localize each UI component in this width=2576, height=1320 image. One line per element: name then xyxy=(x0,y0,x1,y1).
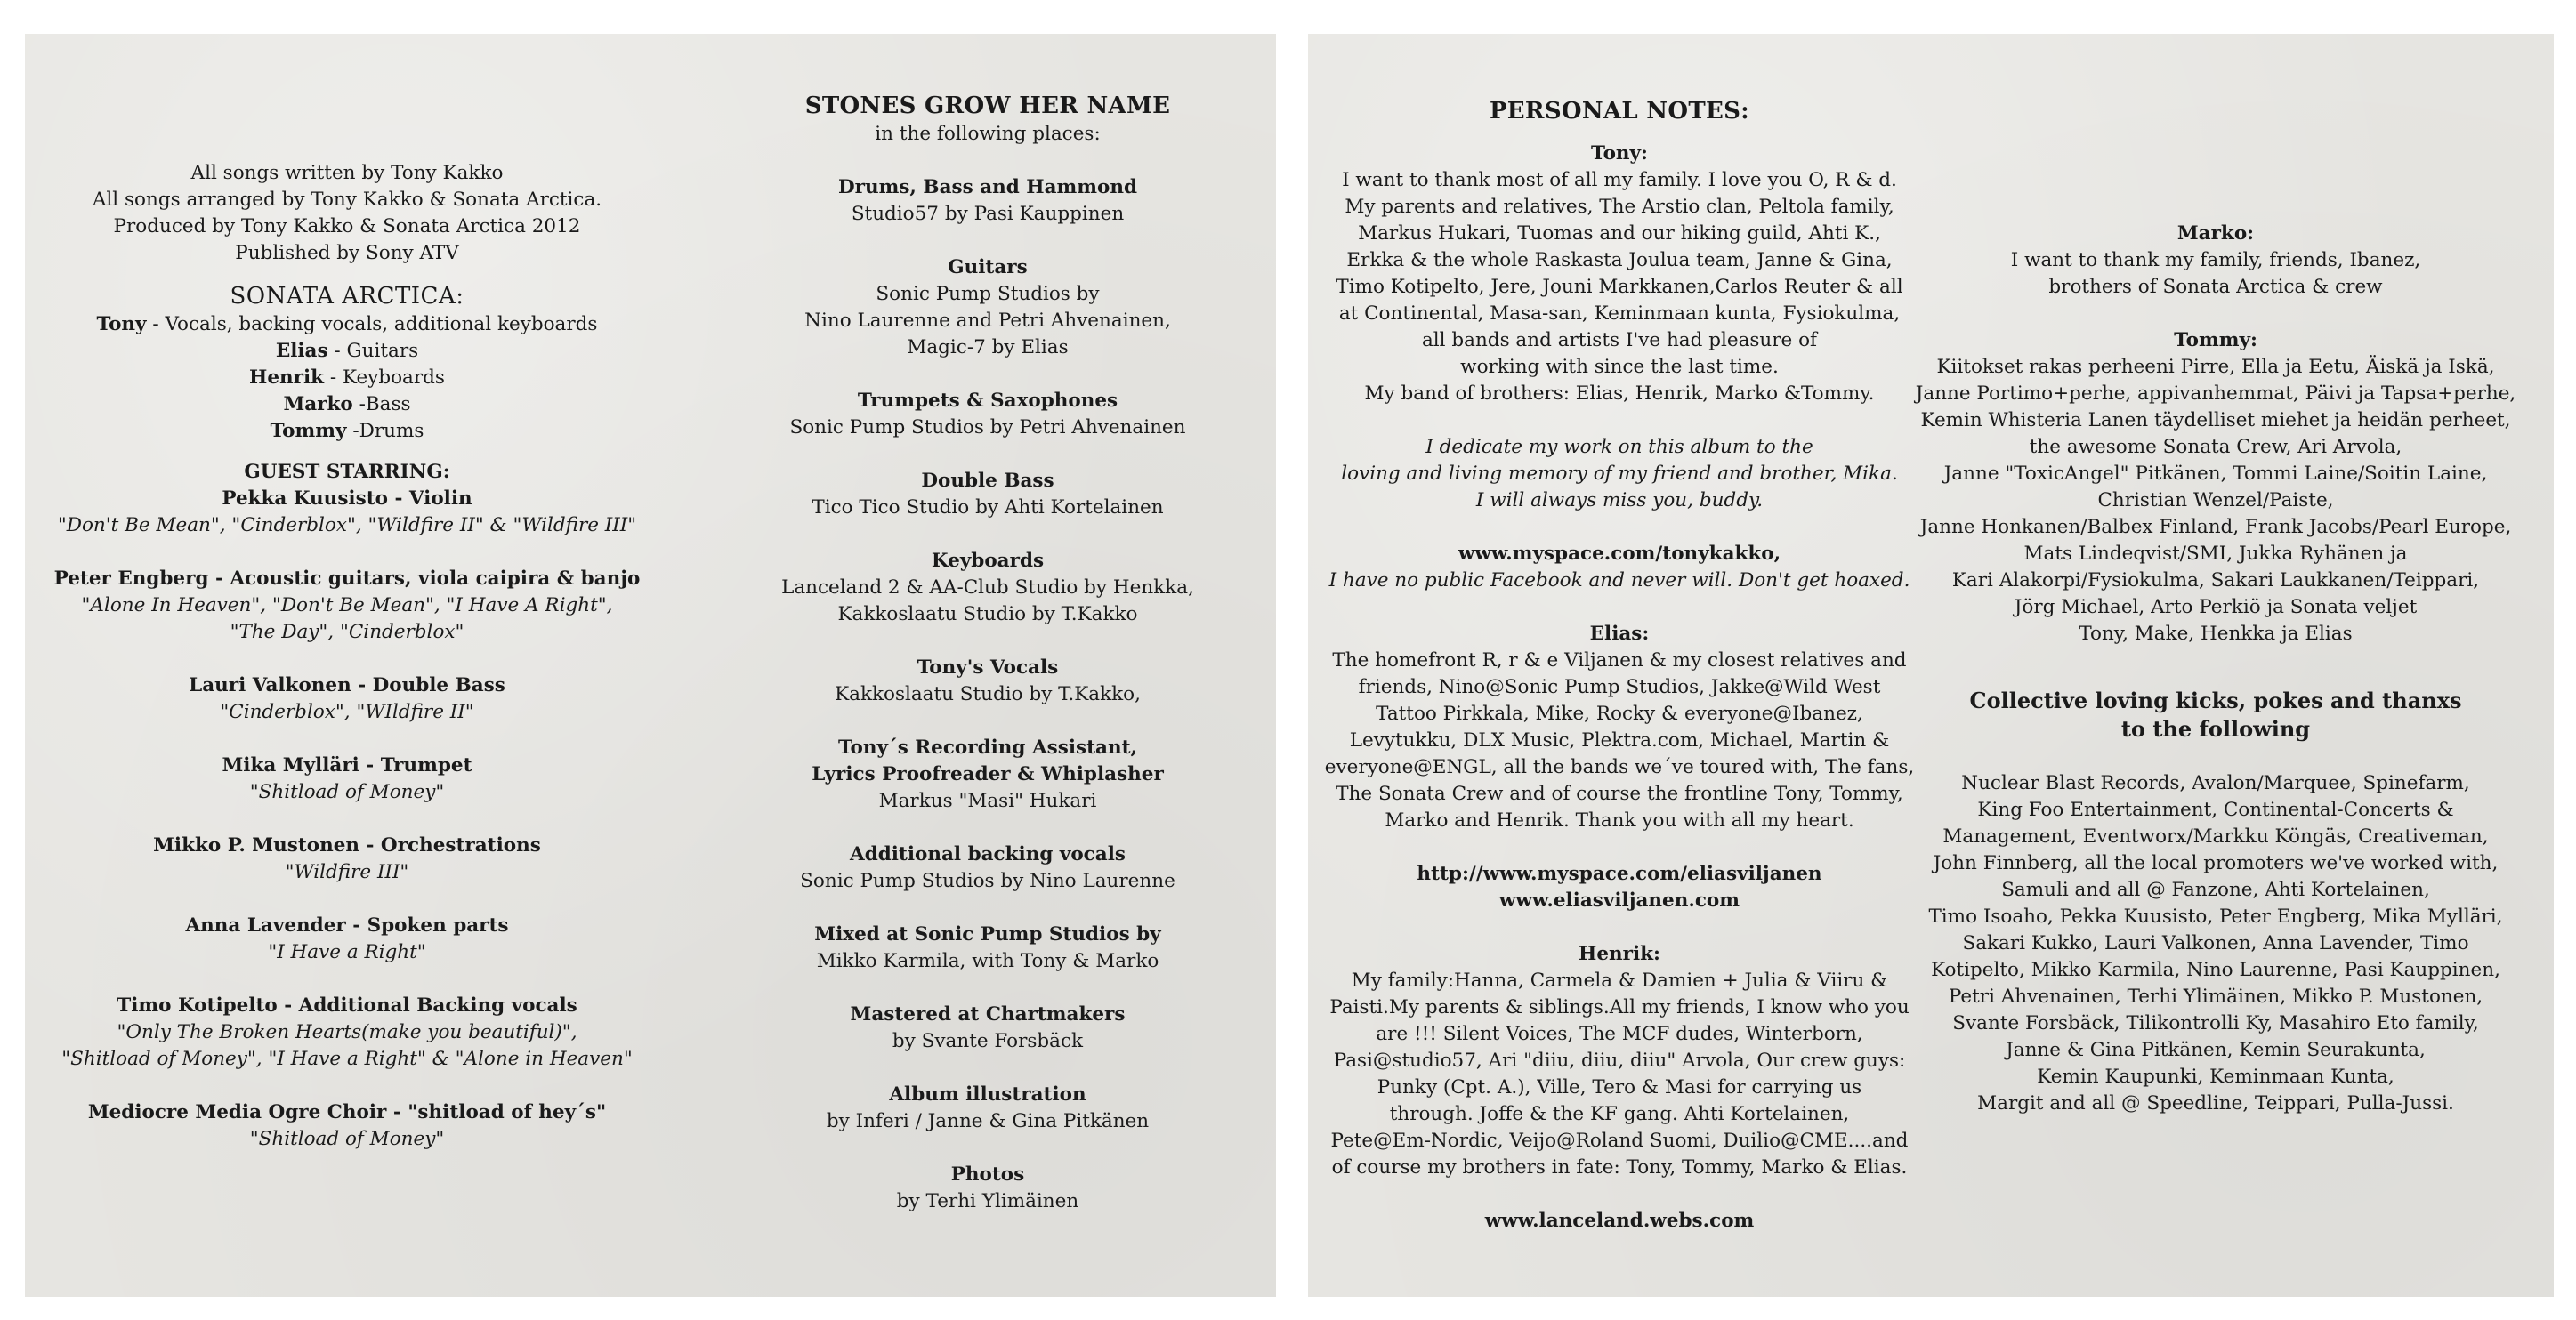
member-role: - Guitars xyxy=(327,340,419,362)
section-line: Nino Laurenne and Petri Ahvenainen, xyxy=(804,310,1171,332)
section-line: by Inferi / Janne & Gina Pitkänen xyxy=(826,1110,1150,1132)
section-line: Mikko Karmila, with Tony & Marko xyxy=(816,950,1159,972)
member-name: Tony xyxy=(96,313,147,335)
guest-songs: "Cinderblox", "WIldfire II" xyxy=(220,701,474,723)
note-line: Mats Lindeqvist/SMI, Jukka Ryhänen ja xyxy=(2023,543,2408,565)
member-role: -Drums xyxy=(346,420,424,442)
dedication-line: I will always miss you, buddy. xyxy=(1475,489,1764,511)
note-line: working with since the last time. xyxy=(1460,356,1779,378)
thanks-line: Svante Forsbäck, Tilikontrolli Ky, Masahiro Eto family, xyxy=(1952,1012,2479,1034)
guest-songs: "Wildfire III" xyxy=(285,861,409,883)
member-name: Elias xyxy=(275,340,328,362)
guest-title: Mediocre Media Ogre Choir - "shitload of hey´s" xyxy=(87,1101,607,1123)
guest-title: Lauri Valkonen - Double Bass xyxy=(189,674,505,696)
personal-notes-column xyxy=(1317,96,1922,1235)
note-line: Timo Kotipelto, Jere, Jouni Markkanen,Carlos Reuter & all xyxy=(1336,276,1903,298)
note-line: everyone@ENGL, all the bands we´ve toured with, The fans, xyxy=(1324,756,1915,778)
band-member xyxy=(49,365,645,391)
section-line: Sonic Pump Studios by Nino Laurenne xyxy=(800,870,1175,892)
guest-songs: "I Have a Right" xyxy=(268,941,426,963)
note-line: Pasi@studio57, Ari "diiu, diiu, diiu" Arvola, Our crew guys: xyxy=(1333,1050,1906,1072)
section-title: Tony's Vocals xyxy=(917,656,1059,679)
note-line: I want to thank my family, friends, Ibanez, xyxy=(2010,249,2421,271)
section-title: Lyrics Proofreader & Whiplasher xyxy=(812,763,1164,785)
section-title: Additional backing vocals xyxy=(850,843,1126,865)
guest-songs: "Don't Be Mean", "Cinderblox", "Wildfire II" & "Wildfire III" xyxy=(57,514,637,536)
thanks-line: Janne & Gina Pitkänen, Kemin Seurakunta, xyxy=(2006,1039,2426,1061)
guest-songs: "Shitload of Money", "I Have a Right" & "Alone in Heaven" xyxy=(61,1048,633,1070)
recording-subheading: in the following places: xyxy=(875,123,1101,145)
recording-heading: STONES GROW HER NAME xyxy=(804,93,1171,119)
note-author: Marko: xyxy=(2176,222,2255,245)
note-line: Janne Portimo+perhe, appivanhemmat, Päivi ja Tapsa+perhe, xyxy=(1915,382,2516,405)
note-line: My parents and relatives, The Arstio clan, Peltola family, xyxy=(1345,196,1894,218)
section-title: Album illustration xyxy=(889,1083,1086,1106)
elias-url: http://www.myspace.com/eliasviljanen xyxy=(1417,863,1822,885)
guest-title: Peter Engberg - Acoustic guitars, viola caipira & banjo xyxy=(53,567,641,590)
band-member xyxy=(49,418,645,445)
thanks-line: Kotipelto, Mikko Karmila, Nino Laurenne, Pasi Kauppinen, xyxy=(1931,959,2500,981)
section-title: Trumpets & Saxophones xyxy=(857,390,1118,412)
tony-url: www.myspace.com/tonykakko, xyxy=(1458,543,1781,565)
member-role: -Bass xyxy=(352,393,411,415)
dedication-line: I dedicate my work on this album to the xyxy=(1425,436,1813,458)
note-line: My band of brothers: Elias, Henrik, Marko &Tommy. xyxy=(1364,382,1875,405)
collective-heading: to the following xyxy=(2120,716,2311,742)
member-name: Marko xyxy=(283,393,353,415)
note-line: The homefront R, r & e Viljanen & my closest relatives and xyxy=(1332,649,1907,672)
section-title: Photos xyxy=(950,1163,1025,1186)
guest-songs: "Shitload of Money" xyxy=(249,781,445,803)
section-line: Markus "Masi" Hukari xyxy=(878,790,1097,812)
thanks-line: Petri Ahvenainen, Terhi Ylimäinen, Mikko P. Mustonen, xyxy=(1948,986,2483,1008)
note-line: friends, Nino@Sonic Pump Studios, Jakke@Wild West xyxy=(1358,676,1881,698)
thanks-line: John Finnberg, all the local promoters we've worked with, xyxy=(1933,852,2499,874)
section-line: Lanceland 2 & AA-Club Studio by Henkka, xyxy=(781,576,1194,599)
note-author: Henrik: xyxy=(1579,943,1660,965)
note-line: Levytukku, DLX Music, Plektra.com, Michael, Martin & xyxy=(1349,729,1890,752)
note-line: at Continental, Masa-san, Keminmaan kunta, Fysiokulma, xyxy=(1338,302,1901,325)
note-line: Marko and Henrik. Thank you with all my heart. xyxy=(1385,809,1854,832)
note-line: Christian Wenzel/Paiste, xyxy=(2097,489,2334,511)
section-line: Kakkoslaatu Studio by T.Kakko xyxy=(837,603,1138,625)
note-line: Tattoo Pirkkala, Mike, Rocky & everyone@Ibanez, xyxy=(1376,703,1863,725)
guest-title: Anna Lavender - Spoken parts xyxy=(185,914,509,937)
note-line: the awesome Sonata Crew, Ari Arvola, xyxy=(2029,436,2402,458)
recording-column xyxy=(694,91,1281,1215)
section-line: Kakkoslaatu Studio by T.Kakko, xyxy=(835,683,1141,705)
note-line: Punky (Cpt. A.), Ville, Tero & Masi for carrying us xyxy=(1377,1076,1862,1099)
thanks-line: King Foo Entertainment, Continental-Concerts & xyxy=(1977,799,2454,821)
guest-title: Mika Mylläri - Trumpet xyxy=(222,754,472,777)
band-member xyxy=(49,391,645,418)
collective-heading: Collective loving kicks, pokes and thanxs xyxy=(1969,688,2462,713)
member-role: - Keyboards xyxy=(324,366,445,389)
note-line: Tony, Make, Henkka ja Elias xyxy=(2079,623,2353,645)
note-line: Jörg Michael, Arto Perkiö ja Sonata veljet xyxy=(2014,596,2418,618)
band-heading: SONATA ARCTICA: xyxy=(230,283,464,310)
note-line: Kiitokset rakas perheeni Pirre, Ella ja Eetu, Äiskä ja Iskä, xyxy=(1936,356,2495,378)
section-line: Tico Tico Studio by Ahti Kortelainen xyxy=(812,496,1164,519)
thanks-line: Sakari Kukko, Lauri Valkonen, Anna Lavender, Timo xyxy=(1962,932,2469,954)
section-title: Mastered at Chartmakers xyxy=(850,1003,1126,1026)
section-title: Drums, Bass and Hammond xyxy=(837,176,1138,198)
section-line: Sonic Pump Studios by Petri Ahvenainen xyxy=(789,416,1186,439)
note-line: Pete@Em-Nordic, Veijo@Roland Suomi, Duilio@CME....and xyxy=(1330,1130,1909,1152)
note-line: My family:Hanna, Carmela & Damien + Julia & Viiru & xyxy=(1351,970,1888,992)
section-line: Magic-7 by Elias xyxy=(907,336,1069,358)
guest-songs: "Only The Broken Hearts(make you beautiful)", xyxy=(117,1021,577,1043)
note-line: Paisti.My parents & siblings.All my friends, I know who you xyxy=(1329,996,1910,1018)
note-line: are !!! Silent Voices, The MCF dudes, Winterborn, xyxy=(1376,1023,1863,1045)
note-line: through. Joffe & the KF gang. Ahti Kortelainen, xyxy=(1389,1103,1850,1125)
credits-column xyxy=(49,160,645,1153)
note-line: all bands and artists I've had pleasure of xyxy=(1421,329,1818,351)
note-line: Janne "ToxicAngel" Pitkänen, Tommi Laine/Soitin Laine, xyxy=(1943,463,2488,485)
guest-title: Timo Kotipelto - Additional Backing vocals xyxy=(117,994,577,1017)
credit-line: Published by Sony ATV xyxy=(235,242,459,264)
section-title: Keyboards xyxy=(931,550,1045,572)
note-author: Tony: xyxy=(1591,142,1648,165)
thanks-column xyxy=(1913,221,2518,1117)
credit-line: Produced by Tony Kakko & Sonata Arctica 2012 xyxy=(113,215,581,237)
guest-songs: "The Day", "Cinderblox" xyxy=(230,621,464,643)
band-member xyxy=(49,338,645,365)
note-line: of course my brothers in fate: Tony, Tommy, Marko & Elias. xyxy=(1331,1156,1908,1179)
note-line: I want to thank most of all my family. I love you O, R & d. xyxy=(1342,169,1897,191)
note-author: Tommy: xyxy=(2174,329,2257,351)
thanks-line: Timo Isoaho, Pekka Kuusisto, Peter Engberg, Mika Mylläri, xyxy=(1928,905,2503,928)
note-line: Kari Alakorpi/Fysiokulma, Sakari Laukkanen/Teippari, xyxy=(1951,569,2480,592)
note-line: Janne Honkanen/Balbex Finland, Frank Jacobs/Pearl Europe, xyxy=(1919,516,2512,538)
note-line: The Sonata Crew and of course the frontline Tony, Tommy, xyxy=(1336,783,1903,805)
thanks-line: Kemin Kaupunki, Keminmaan Kunta, xyxy=(2037,1066,2394,1088)
credit-line: All songs written by Tony Kakko xyxy=(190,162,504,184)
section-title: Mixed at Sonic Pump Studios by xyxy=(814,923,1161,946)
henrik-url: www.lanceland.webs.com xyxy=(1484,1210,1755,1232)
section-line: Studio57 by Pasi Kauppinen xyxy=(851,203,1125,225)
member-name: Henrik xyxy=(249,366,325,389)
guest-title: Mikko P. Mustonen - Orchestrations xyxy=(153,834,541,857)
elias-url: www.eliasviljanen.com xyxy=(1498,889,1740,912)
note-line: Markus Hukari, Tuomas and our hiking guild, Ahti K., xyxy=(1358,222,1881,245)
section-line: by Terhi Ylimäinen xyxy=(896,1190,1079,1212)
personal-notes-heading: PERSONAL NOTES: xyxy=(1489,98,1750,125)
guest-songs: "Shitload of Money" xyxy=(249,1128,445,1150)
section-title: Guitars xyxy=(948,256,1028,278)
thanks-line: Nuclear Blast Records, Avalon/Marquee, Spinefarm, xyxy=(1961,772,2470,794)
note-line: brothers of Sonata Arctica & crew xyxy=(2048,276,2383,298)
note-line: Erkka & the whole Raskasta Joulua team, Janne & Gina, xyxy=(1346,249,1893,271)
thanks-line: Samuli and all @ Fanzone, Ahti Kortelainen, xyxy=(2001,879,2430,901)
section-line: by Svante Forsbäck xyxy=(892,1030,1084,1052)
section-title: Double Bass xyxy=(921,470,1054,492)
thanks-line: Margit and all @ Speedline, Teippari, Pulla-Jussi. xyxy=(1977,1092,2454,1115)
guest-title: Pekka Kuusisto - Violin xyxy=(222,487,472,510)
member-name: Tommy xyxy=(270,420,347,442)
guest-songs: "Alone In Heaven", "Don't Be Mean", "I Have A Right", xyxy=(81,594,613,616)
section-title: Tony´s Recording Assistant, xyxy=(837,736,1138,759)
note-line: Kemin Whisteria Lanen täydelliset miehet ja heidän perheet, xyxy=(1920,409,2511,431)
dedication-line: loving and living memory of my friend and brother, Mika. xyxy=(1341,463,1898,485)
thanks-line: Management, Eventworx/Markku Köngäs, Creativeman, xyxy=(1942,825,2489,848)
facebook-note: I have no public Facebook and never will. Don't get hoaxed. xyxy=(1328,569,1910,592)
credit-line: All songs arranged by Tony Kakko & Sonata Arctica. xyxy=(92,189,602,211)
band-member xyxy=(49,311,645,338)
section-line: Sonic Pump Studios by xyxy=(876,283,1100,305)
guest-heading: GUEST STARRING: xyxy=(244,461,450,483)
member-role: - Vocals, backing vocals, additional keyboards xyxy=(146,313,598,335)
note-author: Elias: xyxy=(1589,623,1650,645)
